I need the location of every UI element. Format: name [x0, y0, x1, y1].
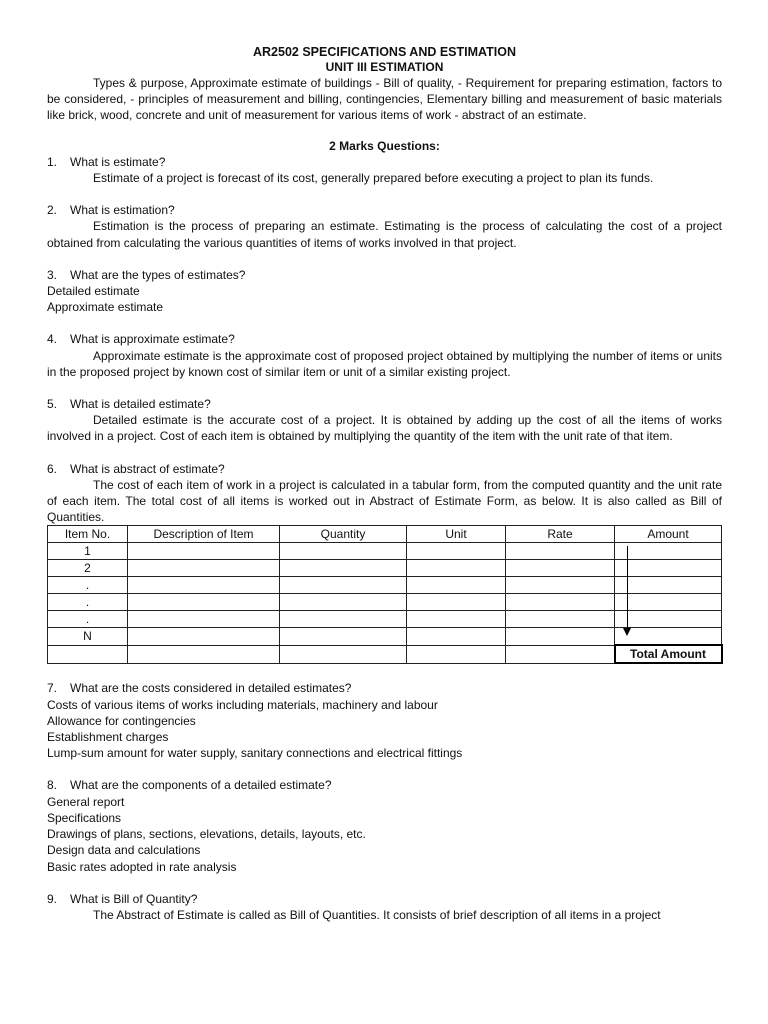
list-item: Approximate estimate [47, 300, 164, 315]
question-text: What is abstract of estimate? [70, 461, 225, 476]
question-5 [47, 396, 722, 412]
list-item: Specifications [47, 810, 122, 825]
unit-title: UNIT III ESTIMATION [325, 60, 444, 74]
syllabus-paragraph: Types & purpose, Approximate estimate of buildings - Bill of quality, - Requirement for preparing estimation, factors to be considered, - principles of measurement and billing, contingencies, Elementary billing and measurement of basic materials like brick, wood, concrete and unit of measurement for various items of work - abstract of an estimate. [47, 76, 722, 123]
list-item: Costs of various items of works including materials, machinery and labour [47, 697, 438, 712]
list-item: Design data and calculations [47, 843, 201, 858]
question-number: 9. [47, 891, 58, 906]
question-9 [47, 891, 722, 907]
item-number-cell: 2 [48, 560, 128, 577]
list-item: Lump-sum amount for water supply, sanitary connections and electrical fittings [47, 746, 463, 761]
answer-4: Approximate estimate is the approximate cost of proposed project obtained by multiplying the number of items or units in the proposed project by known cost of similar item or unit of a similar existing project. [47, 348, 722, 379]
question-4 [47, 331, 722, 347]
table-row [48, 560, 722, 577]
answer-5: Detailed estimate is the accurate cost of a project. It is obtained by adding up the cost of all the items of works involved in a project. Cost of each item is obtained by multiplying the quantity of the item with the unit rate of that item. [47, 413, 722, 444]
question-3 [47, 267, 722, 283]
question-number: 3. [47, 267, 58, 282]
question-number: 2. [47, 203, 58, 218]
question-text: What is estimation? [70, 203, 175, 218]
question-6 [47, 461, 722, 477]
question-number: 7. [47, 681, 58, 696]
list-item: Basic rates adopted in rate analysis [47, 859, 237, 874]
list-item: Establishment charges [47, 730, 169, 745]
list-item: Drawings of plans, sections, elevations, details, layouts, etc. [47, 827, 366, 842]
item-number-cell: N [48, 628, 128, 646]
question-number: 8. [47, 778, 58, 793]
question-1 [47, 154, 722, 170]
question-text: What is detailed estimate? [70, 397, 211, 412]
question-number: 5. [47, 397, 58, 412]
down-arrow-head-icon [623, 628, 631, 636]
question-text: What is Bill of Quantity? [70, 891, 198, 906]
question-2 [47, 202, 722, 218]
column-header: Quantity [280, 526, 407, 543]
document-title: AR2502 SPECIFICATIONS AND ESTIMATION [253, 45, 516, 59]
down-arrow-line [627, 546, 628, 628]
answer-9: The Abstract of Estimate is called as Bill of Quantities. It consists of brief description of all items in a project [93, 907, 661, 922]
question-text: What are the components of a detailed estimate? [70, 778, 332, 793]
question-text: What is approximate estimate? [70, 332, 235, 347]
question-number: 4. [47, 332, 58, 347]
question-text: What are the costs considered in detailed estimates? [70, 681, 352, 696]
item-number-cell: . [48, 577, 128, 594]
total-amount-cell: Total Amount [615, 645, 722, 663]
question-text: What is estimate? [70, 154, 166, 169]
table-row [48, 577, 722, 594]
question-text: What are the types of estimates? [70, 267, 246, 282]
column-header: Description of Item [128, 526, 280, 543]
section-heading: 2 Marks Questions: [329, 138, 440, 153]
item-number-cell: . [48, 594, 128, 611]
column-header: Rate [506, 526, 615, 543]
table-row [48, 611, 722, 628]
list-item: Allowance for contingencies [47, 713, 196, 728]
answer-6: The cost of each item of work in a project is calculated in a tabular form, from the computed quantity and the unit rate of each item. The total cost of all items is worked out in Abstract of Estimate Form, as below. It is also called as Bill of Quantities. [47, 477, 722, 525]
list-item: General report [47, 794, 125, 809]
table-row [48, 628, 722, 646]
question-8 [47, 777, 722, 793]
answer-1: Estimate of a project is forecast of its cost, generally prepared before executing a project to plan its funds. [93, 171, 654, 186]
amount-cell [615, 543, 722, 560]
question-number: 1. [47, 154, 58, 169]
item-number-cell: 1 [48, 543, 128, 560]
table-total-row [48, 645, 722, 663]
question-number: 6. [47, 461, 58, 476]
item-number-cell: . [48, 611, 128, 628]
table-row [48, 543, 722, 560]
abstract-of-estimate-table [47, 525, 723, 664]
answer-2: Estimation is the process of preparing an estimate. Estimating is the process of calculating the cost of a project obtained from calculating the various quantities of items of works involved in that project. [47, 219, 722, 250]
column-header: Item No. [48, 526, 128, 543]
table-header-row [48, 526, 722, 543]
column-header: Unit [407, 526, 506, 543]
table-row [48, 594, 722, 611]
column-header: Amount [615, 526, 722, 543]
question-7 [47, 680, 722, 696]
list-item: Detailed estimate [47, 284, 140, 299]
